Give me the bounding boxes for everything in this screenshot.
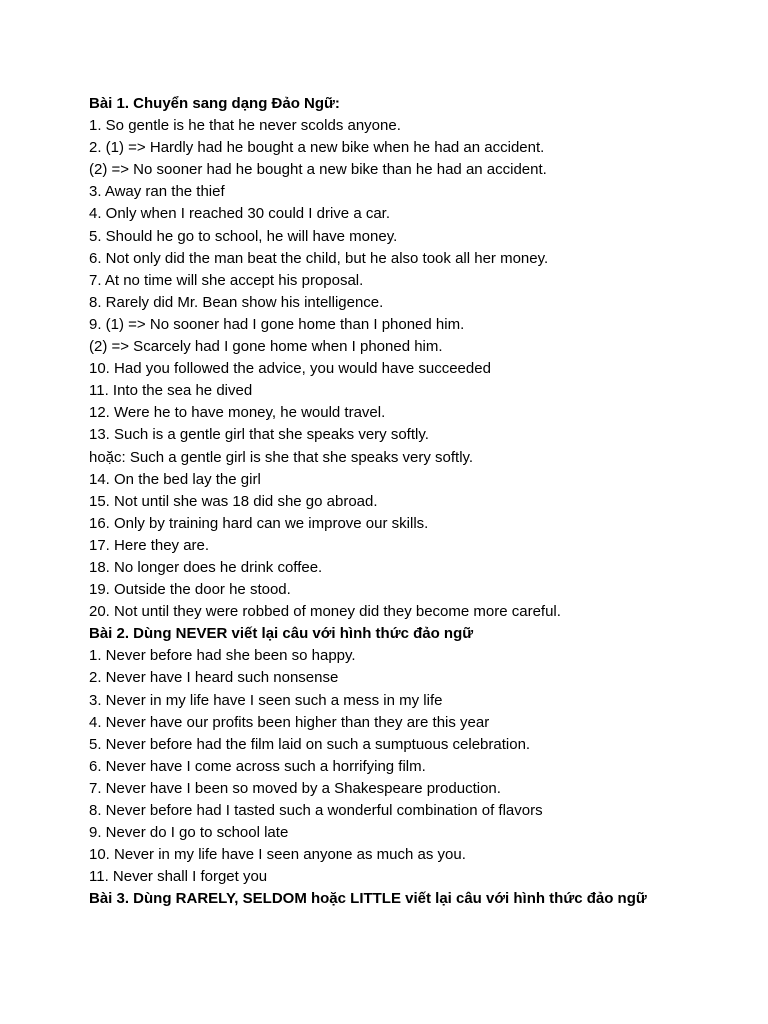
answer-line: 15. Not until she was 18 did she go abroad. bbox=[89, 492, 378, 510]
answer-line: 17. Here they are. bbox=[89, 536, 210, 554]
answer-line: 1. Never before had she been so happy. bbox=[89, 647, 356, 665]
answer-line: 4. Never have our profits been higher than they are this year bbox=[89, 713, 490, 731]
answer-line: 2. (1) => Hardly had he bought a new bike when he had an accident. bbox=[89, 139, 545, 157]
answer-line: 6. Not only did the man beat the child, but he also took all her money. bbox=[89, 249, 549, 267]
answer-line: 13. Such is a gentle girl that she speaks very softly. bbox=[89, 426, 429, 444]
answer-line: 10. Never in my life have I seen anyone as much as you. bbox=[89, 846, 466, 864]
answer-line: 6. Never have I come across such a horrifying film. bbox=[89, 757, 426, 775]
answer-line: 11. Never shall I forget you bbox=[89, 868, 268, 886]
answer-line: 11. Into the sea he dived bbox=[89, 382, 253, 400]
answer-line: 2. Never have I heard such nonsense bbox=[89, 669, 339, 687]
answer-line: 19. Outside the door he stood. bbox=[89, 581, 291, 599]
answer-line: 14. On the bed lay the girl bbox=[89, 470, 261, 488]
answer-line: 5. Never before had the film laid on such a sumptuous celebration. bbox=[89, 735, 531, 753]
section-heading-2: Bài 2. Dùng NEVER viết lại câu với hình thức đảo ngữ bbox=[89, 625, 474, 643]
document-page bbox=[89, 93, 729, 910]
answer-line: 18. No longer does he drink coffee. bbox=[89, 558, 323, 576]
answer-line: hoặc: Such a gentle girl is she that she speaks very softly. bbox=[89, 448, 474, 466]
answer-line: 9. (1) => No sooner had I gone home than I phoned him. bbox=[89, 315, 465, 333]
answer-line: 20. Not until they were robbed of money did they become more careful. bbox=[89, 603, 561, 621]
section-heading-3: Bài 3. Dùng RARELY, SELDOM hoặc LITTLE viết lại câu với hình thức đảo ngữ bbox=[89, 890, 647, 908]
answer-line: 3. Never in my life have I seen such a mess in my life bbox=[89, 691, 443, 709]
answer-line: 8. Rarely did Mr. Bean show his intelligence. bbox=[89, 293, 384, 311]
answer-line: 8. Never before had I tasted such a wonderful combination of flavors bbox=[89, 802, 543, 819]
section-heading-1: Bài 1. Chuyển sang dạng Đảo Ngữ: bbox=[89, 95, 340, 112]
answer-line: 16. Only by training hard can we improve our skills. bbox=[89, 514, 429, 532]
answer-line: 7. At no time will she accept his proposal. bbox=[89, 271, 364, 289]
answer-line: 10. Had you followed the advice, you would have succeeded bbox=[89, 360, 491, 378]
answer-line: 1. So gentle is he that he never scolds anyone. bbox=[89, 117, 401, 135]
answer-line: 3. Away ran the thief bbox=[89, 183, 225, 201]
answer-line: 4. Only when I reached 30 could I drive a car. bbox=[89, 205, 391, 223]
answer-line: 9. Never do I go to school late bbox=[89, 824, 289, 842]
answer-line: (2) => No sooner had he bought a new bike than he had an accident. bbox=[89, 161, 547, 179]
answer-line: 7. Never have I been so moved by a Shakespeare production. bbox=[89, 779, 501, 797]
answer-line: 5. Should he go to school, he will have money. bbox=[89, 227, 398, 245]
answer-line: 12. Were he to have money, he would travel. bbox=[89, 404, 386, 422]
answer-line: (2) => Scarcely had I gone home when I phoned him. bbox=[89, 338, 443, 356]
